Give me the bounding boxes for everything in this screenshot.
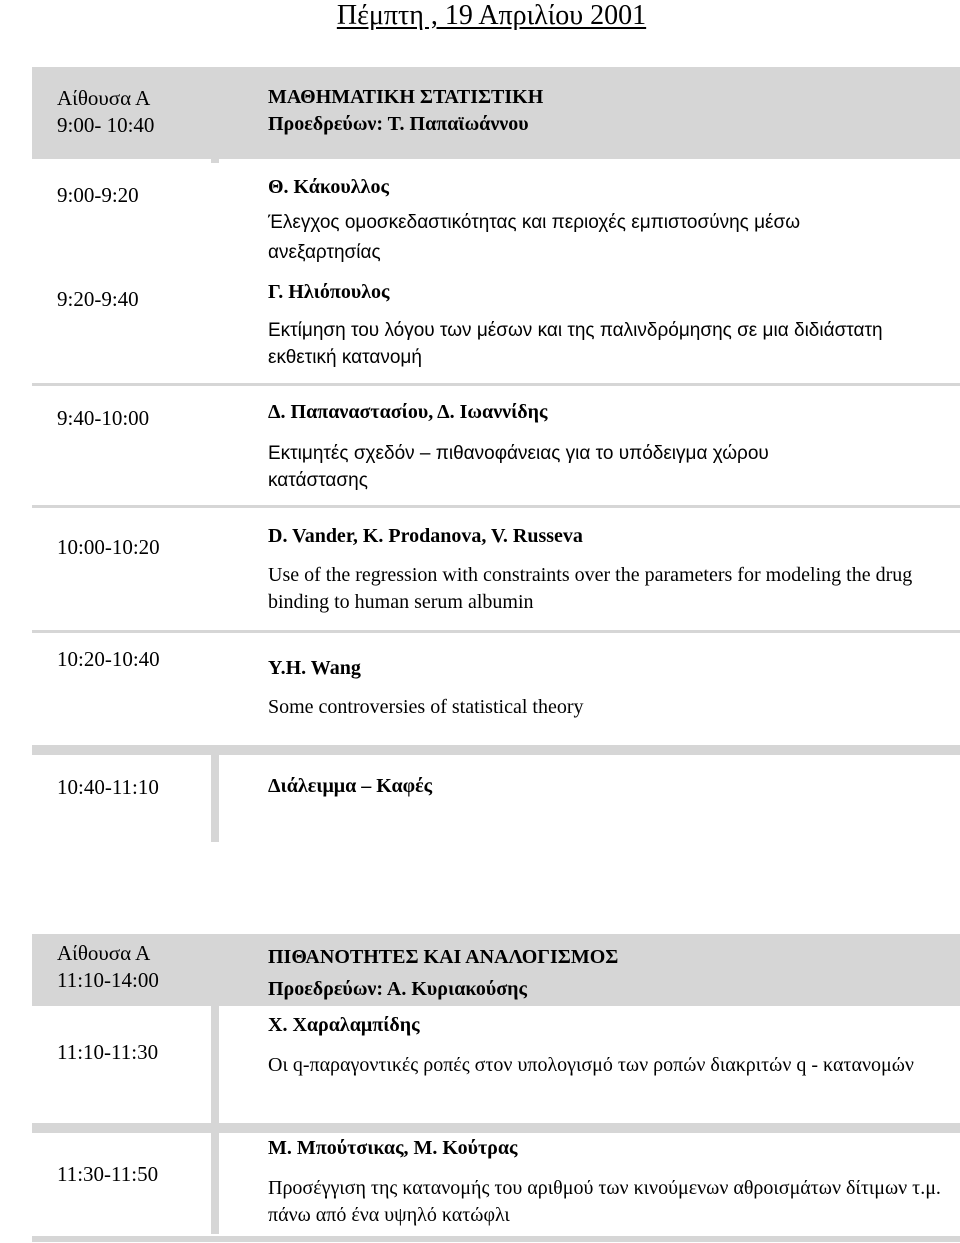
talk-time: 9:40-10:00 bbox=[57, 406, 150, 430]
talk-time: 10:20-10:40 bbox=[57, 647, 160, 671]
session2-name: ΠΙΘΑΝΟΤΗΤΕΣ ΚΑΙ ΑΝΑΛΟΓΙΣΜΟΣ bbox=[268, 946, 619, 968]
talk-title: Έλεγχος ομοσκεδαστικότητας και περιοχές εμπιστοσύνης μέσω ανεξαρτησίας bbox=[268, 212, 801, 263]
talk-title: Use of the regression with constraints over the parameters for modeling the drug binding to human serum albumin bbox=[268, 564, 913, 613]
break-separator bbox=[211, 745, 219, 842]
break-top-band bbox=[32, 745, 960, 755]
talk-author: Γ. Ηλιόπουλος bbox=[268, 281, 390, 303]
session2-column-separator bbox=[211, 934, 219, 1234]
talk-author: Y.H. Wang bbox=[268, 657, 361, 679]
break-label: Διάλειμμα – Καφές bbox=[268, 775, 433, 797]
talk-author: Μ. Μπούτσικας, Μ. Κούτρας bbox=[268, 1137, 518, 1159]
talk-time: 9:20-9:40 bbox=[57, 287, 139, 311]
session2-chair: Προεδρεύων: Α. Κυριακούσης bbox=[268, 978, 527, 1000]
row-divider bbox=[32, 505, 960, 508]
bottom-band bbox=[32, 1236, 960, 1242]
talk-author: Χ. Χαραλαμπίδης bbox=[268, 1014, 420, 1036]
talk-time: 9:00-9:20 bbox=[57, 183, 139, 207]
row-divider bbox=[32, 1123, 960, 1133]
talk-title: Εκτίμηση του λόγου των μέσων και της παλινδρόμησης σε μια διδιάστατη εκθετική κατανομή bbox=[268, 320, 883, 368]
row-divider bbox=[32, 383, 960, 386]
row-divider bbox=[32, 630, 960, 633]
session1-hours: 9:00- 10:40 bbox=[57, 113, 155, 137]
session2-hall: Αίθουσα Α bbox=[57, 941, 151, 965]
session1-chair: Προεδρεύων: Τ. Παπαϊωάννου bbox=[268, 113, 529, 135]
break-time: 10:40-11:10 bbox=[57, 775, 159, 799]
talk-title: Οι q-παραγοντικές ροπές στον υπολογισμό των ροπών διακριτών q - κατανομών bbox=[268, 1054, 914, 1076]
talk-author: Θ. Κάκουλλος bbox=[268, 176, 389, 198]
page-title: Πέμπτη , 19 Απριλίου 2001 bbox=[336, 0, 647, 31]
session1-header-separator bbox=[211, 67, 219, 163]
talk-title: Εκτιμητές σχεδόν – πιθανοφάνειας για το υπόδειγμα χώρου κατάστασης bbox=[268, 443, 769, 491]
talk-author: D. Vander, K. Prodanova, V. Russeva bbox=[268, 525, 583, 547]
session2-hours: 11:10-14:00 bbox=[57, 968, 159, 992]
talk-title: Προσέγγιση της κατανομής του αριθμού των κινούμενων αθροισμάτων δίτιμων τ.μ. πάνω από ένα υψηλό κατώφλι bbox=[268, 1177, 941, 1226]
talk-time: 11:10-11:30 bbox=[57, 1040, 159, 1064]
talk-title: Some controversies of statistical theory bbox=[268, 696, 584, 718]
talk-time: 11:30-11:50 bbox=[57, 1162, 159, 1186]
session1-name: ΜΑΘΗΜΑΤΙΚΗ ΣΤΑΤΙΣΤΙΚΗ bbox=[268, 86, 544, 108]
session1-hall: Αίθουσα Α bbox=[57, 86, 151, 110]
talk-author: Δ. Παπαναστασίου, Δ. Ιωαννίδης bbox=[268, 401, 548, 423]
talk-time: 10:00-10:20 bbox=[57, 535, 160, 559]
